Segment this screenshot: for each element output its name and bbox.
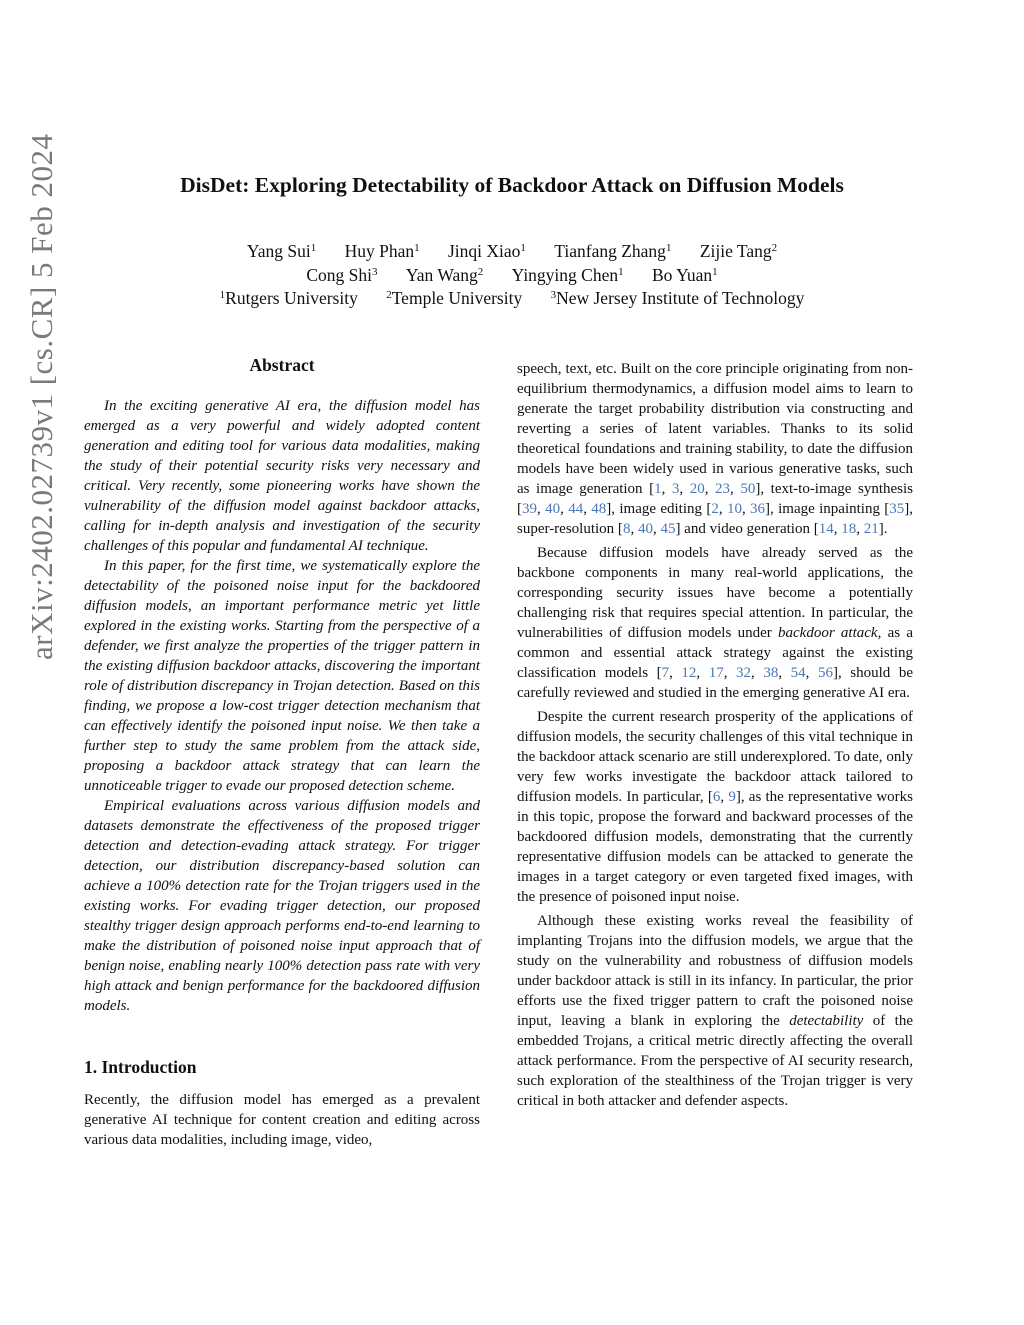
- body-paragraph: [517, 359, 913, 539]
- right-column: [517, 359, 913, 1111]
- text-run: speech, text, etc. Built on the core principle originating from non-equilibrium thermodynamics, a diffusion model aims to learn to generate the target probability distribution via constructing and reverting a series of latent variables. Thanks to its solid theoretical foundations and training stability, to date the diffusion models have been widely used in various generative tasks, such as image generation [: [517, 361, 913, 497]
- author: [247, 241, 316, 261]
- text-run: Because diffusion models have already served as the backbone components in many real-world applications, the corresponding security issues have become a potentially challenging risk that requires special attention. In particular, the vulnerabilities of diffusion models under: [517, 545, 913, 641]
- citation-group: 6, 9: [712, 789, 736, 805]
- text-run: ].: [878, 521, 888, 537]
- abstract-heading: Abstract: [249, 355, 315, 375]
- author-name: Yingying Chen: [511, 264, 619, 285]
- author-affiliation-mark: 2: [477, 265, 484, 278]
- text-run: ], image inpainting [: [765, 501, 890, 517]
- affiliation-name: New Jersey Institute of Technology: [556, 288, 805, 308]
- body-paragraph: [517, 543, 913, 703]
- citation-link[interactable]: 8: [622, 521, 631, 537]
- author-affiliation-mark: 1: [618, 265, 624, 278]
- affiliation: [551, 288, 805, 308]
- body-paragraph: [517, 911, 913, 1111]
- citation-link[interactable]: 12: [681, 665, 697, 681]
- text-run: Despite the current research prosperity of the applications of diffusion models, the security challenges of this vital technique in the backdoor attack scenario are still underexplored. To date, only very few works investigate the backdoor attack tailored to diffusion models. In particular, [: [517, 709, 913, 805]
- affiliation-name: Temple University: [391, 288, 523, 308]
- text-run: , as a common and essential attack strategy against the existing classification models [: [517, 625, 914, 681]
- affiliation-name: Rutgers University: [225, 288, 358, 308]
- citation-link[interactable]: 6: [712, 789, 721, 805]
- citation-link[interactable]: 2: [711, 501, 719, 517]
- intro-paragraph: Recently, the diffusion model has emerged as a prevalent generative AI technique for content creation and editing across various data modalities, including image, video,: [84, 1092, 480, 1148]
- author-row-1: [0, 240, 1024, 264]
- citation-link[interactable]: 21: [863, 521, 879, 537]
- citation-group: 2, 10, 36: [711, 501, 766, 517]
- abstract-body: [84, 396, 480, 1016]
- author-affiliation-mark: 1: [414, 242, 420, 254]
- author-affiliation-mark: 3: [372, 265, 378, 278]
- text-run: ], as the representative works in this topic, propose the forward and backward processes of the backdoored diffusion models, demonstrating that the currently representative diffusion models can be attacked to generate the images in a target category or even targeted fixed images, with the presence of poisoned input noise.: [517, 789, 913, 905]
- text-run: ], text-to-image synthesis [: [517, 481, 914, 517]
- citation-group: [889, 501, 904, 517]
- citation-link[interactable]: 17: [708, 665, 724, 681]
- citation-link[interactable]: 38: [763, 665, 779, 681]
- affiliation: [386, 288, 522, 308]
- abstract-paragraph: In this paper, for the first time, we systematically explore the detectability of the poisoned noise input for the backdoored diffusion models, an important performance metric yet little explored in the existing works. Starting from the perspective of a defender, we first analyze the properties of the trigger pattern in the existing diffusion backdoor attacks, discovering the important role of distribution discrepancy in Trojan detection. Based on this finding, we propose a low-cost trigger detection mechanism that can effectively identify the poisoned input noise. We then take a further step to study the same problem from the attack side, proposing a backdoor attack strategy that can learn the unnoticeable trigger to evade our proposed detection scheme.: [84, 558, 480, 794]
- author-name: Yang Sui: [246, 241, 311, 261]
- abstract-paragraph: In the exciting generative AI era, the diffusion model has emerged as a very powerful and widely adopted content generation and editing tool for various data modalities, making the study of their potential security risks very necessary and critical. Very recently, some pioneering works have shown the vulnerability of the diffusion model against backdoor attacks, calling for in-depth analysis and investigation of the security challenges of this popular and fundamental AI technique.: [84, 398, 480, 554]
- emphasis-text: detectability: [789, 1013, 864, 1029]
- citation-link[interactable]: 32: [736, 665, 752, 681]
- text-run: ], image editing [: [606, 501, 712, 517]
- left-column: [84, 355, 480, 1150]
- author: [406, 265, 483, 285]
- citation-link[interactable]: 14: [818, 521, 834, 537]
- author: [345, 241, 420, 261]
- citation-link[interactable]: 44: [568, 501, 584, 517]
- citation-link[interactable]: 36: [750, 501, 766, 517]
- citation-link[interactable]: 56: [817, 665, 833, 681]
- author-name: Zijie Tang: [699, 241, 772, 261]
- citation-link[interactable]: 48: [591, 501, 607, 517]
- text-run: Although these existing works reveal the feasibility of implanting Trojans into the diffusion models, we argue that the study on the vulnerability and robustness of diffusion models under backdoor attack is still in its infancy. In particular, the prior efforts use the fixed trigger pattern to craft the poisoned noise input, leaving a blank in exploring the: [517, 913, 913, 1029]
- author-name: Cong Shi: [306, 264, 373, 285]
- citation-link[interactable]: 1: [654, 481, 662, 497]
- citation-group: 1, 3, 20, 23, 50: [654, 481, 756, 497]
- text-run: of the embedded Trojans, a critical metric directly affecting the overall attack performance. From the perspective of AI security research, such exploration of the stealthiness of the Trojan trigger is very critical in both attacker and defender aspects.: [517, 1013, 913, 1109]
- citation-group: 39, 40, 44, 48: [522, 501, 607, 517]
- citation-link[interactable]: 3: [671, 481, 680, 497]
- author-affiliation-mark: 1: [310, 242, 317, 254]
- citation-link[interactable]: 18: [841, 521, 857, 537]
- author-name: Jinqi Xiao: [447, 241, 521, 261]
- author-name: Bo Yuan: [651, 264, 713, 285]
- paper-title: DisDet: Exploring Detectability of Backdoor Attack on Diffusion Models: [180, 173, 844, 197]
- citation-link[interactable]: 35: [889, 501, 905, 517]
- author-block: [0, 240, 1024, 311]
- affiliation-mark: 2: [386, 289, 392, 301]
- citation-link[interactable]: 23: [715, 481, 731, 497]
- citation-link[interactable]: 50: [740, 481, 756, 497]
- body-paragraph: [517, 707, 913, 907]
- citation-link[interactable]: 45: [660, 521, 676, 537]
- author-row-2: [0, 264, 1024, 288]
- affiliation-mark: 3: [550, 289, 557, 301]
- author: [700, 241, 777, 261]
- citation-link[interactable]: 40: [637, 521, 653, 537]
- citation-link[interactable]: 39: [522, 501, 537, 517]
- citation-link[interactable]: 54: [790, 665, 806, 681]
- citation-link[interactable]: 7: [661, 665, 670, 681]
- citation-group: 7, 12, 17, 32, 38, 54, 56: [661, 665, 833, 681]
- author-affiliation-mark: 1: [520, 242, 526, 254]
- affiliation: [220, 288, 358, 308]
- author-name: Huy Phan: [344, 241, 415, 261]
- author-affiliation-mark: 2: [771, 242, 778, 254]
- abstract-paragraph: Empirical evaluations across various diffusion models and datasets demonstrate the effectiveness of the proposed trigger detection and detection-evading attack strategy. For trigger detection, our distribution discrepancy-based solution can achieve a 100% detection rate for the Trojan triggers used in the existing works. For evading trigger detection, our proposed stealthy trigger design approach performs end-to-end learning to make the distribution of poisoned noise input approach that of benign noise, enabling nearly 100% detection pass rate with very high attack and benign performance for the backdoored diffusion models.: [84, 798, 480, 1014]
- author: [512, 265, 624, 285]
- arxiv-id: arXiv:2402.02739v1 [cs.CR] 5 Feb 2024: [24, 133, 59, 660]
- citation-group: 14, 18, 21: [818, 521, 879, 537]
- affiliation-row: [0, 287, 1024, 311]
- author-name: Tianfang Zhang: [554, 241, 666, 261]
- text-run: ], super-resolution [: [517, 501, 914, 537]
- section-heading-introduction: 1. Introduction: [84, 1057, 197, 1077]
- author: [448, 241, 526, 261]
- text-run: ], should be carefully reviewed and studied in the emerging generative AI era.: [517, 665, 913, 701]
- author: [554, 241, 671, 261]
- author-affiliation-mark: 1: [665, 242, 672, 254]
- citation-link[interactable]: 9: [728, 789, 736, 805]
- author: [652, 265, 718, 285]
- author: [306, 265, 377, 285]
- affiliation-mark: 1: [219, 289, 226, 301]
- author-affiliation-mark: 1: [712, 265, 718, 278]
- citation-link[interactable]: 40: [545, 501, 561, 517]
- emphasis-text: backdoor attack: [778, 625, 878, 641]
- citation-link[interactable]: 10: [726, 501, 742, 517]
- text-run: ] and video generation [: [675, 521, 819, 537]
- citation-group: 8, 40, 45: [622, 521, 676, 537]
- citation-link[interactable]: 20: [689, 481, 705, 497]
- author-name: Yan Wang: [405, 264, 478, 285]
